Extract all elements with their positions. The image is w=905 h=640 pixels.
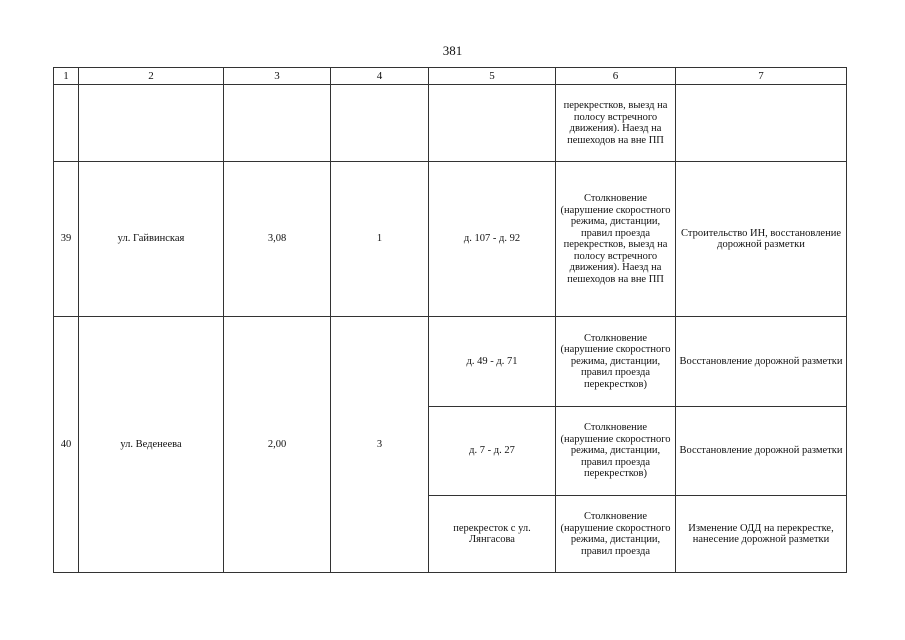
- length-cell: 2,00: [224, 317, 331, 573]
- table-row-40: [54, 317, 847, 407]
- violation-cell: Столкновение (нарушение скоростного режима, дистанции, правил проезда перекрестков): [556, 317, 676, 407]
- count-cell: 1: [331, 162, 429, 317]
- empty-cell: [54, 85, 79, 162]
- header-cell-6: 6: [556, 68, 676, 85]
- street-cell: ул. Гайвинская: [79, 162, 224, 317]
- measures-cell: Восстановление дорожной разметки: [676, 317, 847, 407]
- table-row-39: [54, 162, 847, 317]
- violation-cell: перекрестков, выезд на полосу встречного движения). Наезд на пешеходов на вне ПП: [556, 85, 676, 162]
- empty-cell: [224, 85, 331, 162]
- violation-cell: Столкновение (нарушение скоростного режима, дистанции, правил проезда перекрестков): [556, 407, 676, 496]
- section-cell: д. 49 - д. 71: [429, 317, 556, 407]
- street-cell: ул. Веденеева: [79, 317, 224, 573]
- section-cell: д. 107 - д. 92: [429, 162, 556, 317]
- violation-cell: Столкновение (нарушение скоростного режима, дистанции, правил проезда перекрестков, выезд на полосу встречного движения). Наезд на пешеходов на вне ПП: [556, 162, 676, 317]
- violation-cell: Столкновение (нарушение скоростного режима, дистанции, правил проезда: [556, 496, 676, 573]
- count-cell: 3: [331, 317, 429, 573]
- section-cell: перекресток с ул. Лянгасова: [429, 496, 556, 573]
- row-number-cell: 39: [54, 162, 79, 317]
- header-cell-1: 1: [54, 68, 79, 85]
- row-number-cell: 40: [54, 317, 79, 573]
- empty-cell: [79, 85, 224, 162]
- header-cell-7: 7: [676, 68, 847, 85]
- road-safety-table: [53, 67, 847, 573]
- measures-cell: Строительство ИН, восстановление дорожной разметки: [676, 162, 847, 317]
- page-number: 381: [442, 43, 463, 58]
- empty-cell: [429, 85, 556, 162]
- measures-cell: Восстановление дорожной разметки: [676, 407, 847, 496]
- header-cell-5: 5: [429, 68, 556, 85]
- header-cell-3: 3: [224, 68, 331, 85]
- empty-cell: [331, 85, 429, 162]
- table-row-continuation: [54, 85, 847, 162]
- length-cell: 3,08: [224, 162, 331, 317]
- header-cell-4: 4: [331, 68, 429, 85]
- section-cell: д. 7 - д. 27: [429, 407, 556, 496]
- measures-cell: Изменение ОДД на перекрестке, нанесение дорожной разметки: [676, 496, 847, 573]
- table-header-row: [54, 68, 847, 85]
- header-cell-2: 2: [79, 68, 224, 85]
- empty-cell: [676, 85, 847, 162]
